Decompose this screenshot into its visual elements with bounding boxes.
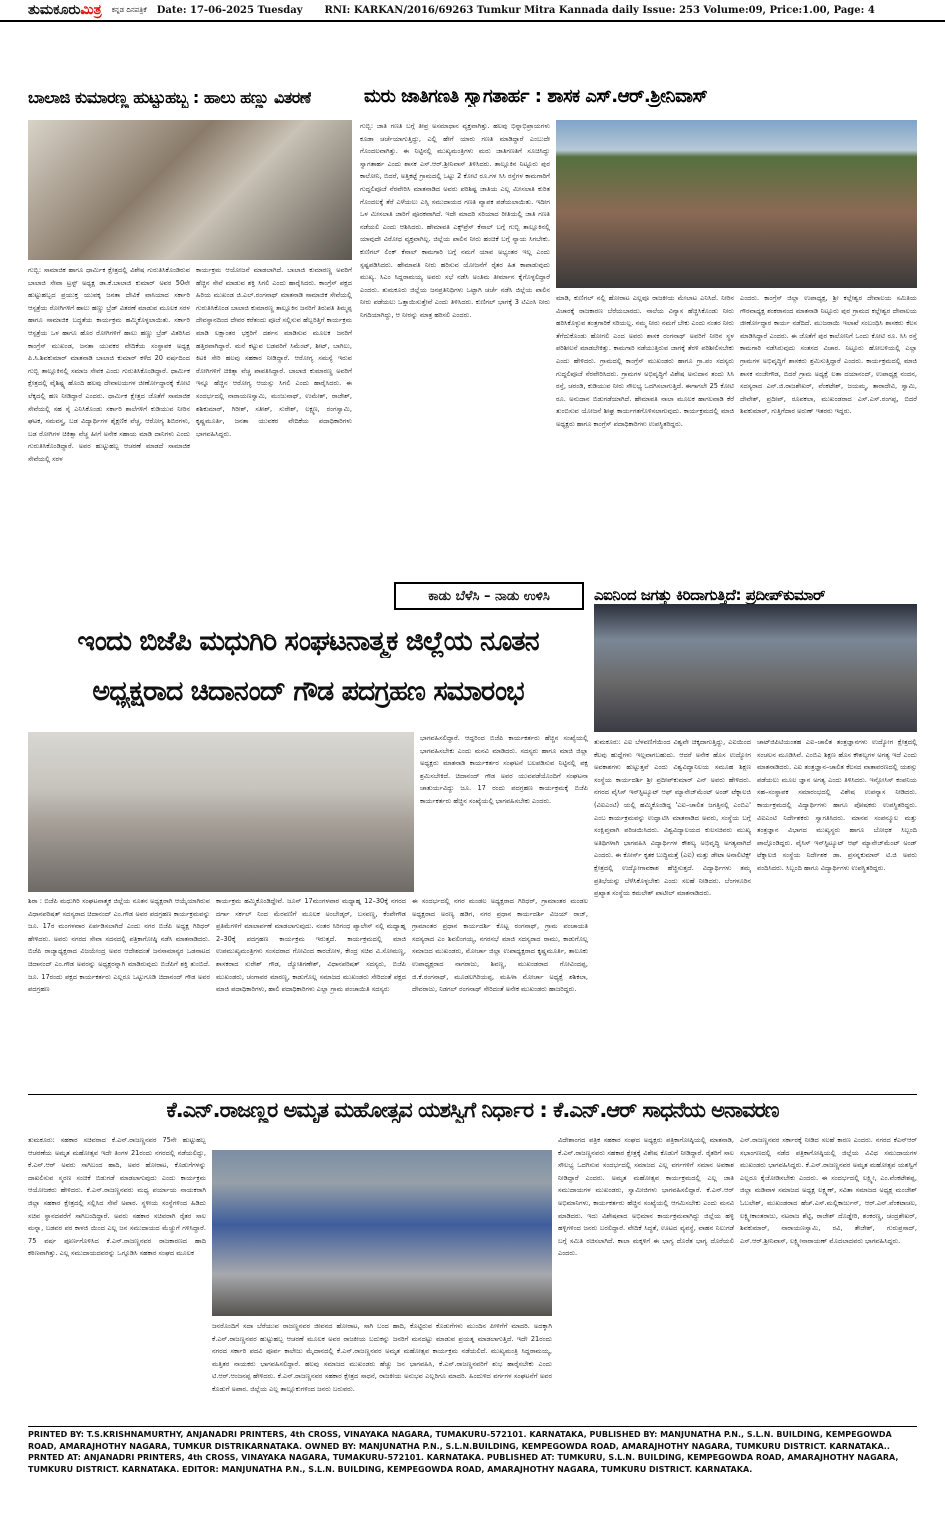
story4-col1: ತುಮಕೂರು: ಎಐ ಬೆಳವಣಿಗೆಯಿಂದ ವಿಶ್ವವೇ ಚಿಕ್ಕದಾಗುತ್ತಿದ್ದು, ಎಐಯಿಂದ ಕೆಲವು ಹುದ್ದೆಗಳು ಇಲ್ಲವಾಗಬಹುದು. ಆದರೆ ಅನೇಕ ಹೊಸ ಉದ್ಯೋಗ ಅವಕಾಶಗಳು ಹುಟ್ಟುತ್ತವೆ ಎಂದು ವಿಶ್ವವಿದ್ಯಾನಿಲಯ ಸಮೂಹ ಶಿಕ್ಷಣ ಸಂಸ್ಥೆಯ ಕಾರ್ಯದರ್ಶಿ ಶ್ರೀ ಪ್ರದೀಪ್‌ಕುಮಾರ್ ಎನ್ ಅವರು ಹೇಳಿದರು. ನಗರದ ವೈಸಿಸ್ ಇನ್‌ಸ್ಟಿಟ್ಯೂಟ್ ಆಫ್ ಮ್ಯಾನೇಜ್‌ಮೆಂಟ್ ಅಂಡ್ ಟೆಕ್ನಾಲಜಿ (ವಿಐಎಂಟಿ) ಯಲ್ಲಿ ಹಮ್ಮಿಕೊಂಡಿದ್ದ 'ಎಐ–ಚಾಲಿತ ಜಗತ್ತಿನಲ್ಲಿ ಎಂಬಿಎ' ಎಂಬ ಕಾರ್ಯಕ್ರಮವನ್ನು ಉದ್ಘಾಟಿಸಿ ಮಾತನಾಡಿದ ಅವರು, ಸಂಸ್ಥೆಯ ಬಗ್ಗೆ ಸಂಕ್ಷಿಪ್ತವಾಗಿ ಪರಿಚಯಿಸಿದರು. ವಿಶ್ವವಿದ್ಯಾಲಯದ ಕುಲಸಚಿವರು ಮುಖ್ಯ ಅತಿಥಿಗಳಾಗಿ ಭಾಗವಹಿಸಿ ವಿದ್ಯಾರ್ಥಿಗಳ ಕೌಶಲ್ಯ ಅಭಿವೃದ್ಧಿ ಅಗತ್ಯವಾಗಿದೆ ಎಂದರು. ಈ ಕೋರ್ಸ್ ಕೃತಕ ಬುದ್ಧಿಮತ್ತೆ (ಎಐ) ಮತ್ತು ಡೇಟಾ ಅನಾಲಿಟಿಕ್ಸ್ ಕ್ಷೇತ್ರದಲ್ಲಿ ಉದ್ಯೋಗಾವಕಾಶ ಹೆಚ್ಚಿಸುತ್ತದೆ. ವಿದ್ಯಾರ್ಥಿಗಳು ತಮ್ಮ ಪ್ರತಿಭೆಯನ್ನು ಬೆಳೆಸಿಕೊಳ್ಳಬೇಕು ಎಂದು ಸಲಹೆ ನೀಡಿದರು. ಬೆಂಗಳೂರಿನ ಪ್ರಖ್ಯಾತ ಸಂಸ್ಥೆಯ ಕಮಲೇಶ್ ಪಾಟೀಲ್ ಮಾತನಾಡಿದರು. [594, 738, 751, 898]
story5-headline: ಕೆ.ಎನ್.ರಾಜಣ್ಣರ ಅಮೃತ ಮಹೋತ್ಸವ ಯಶಸ್ವಿಗೆ ನಿರ್ಧಾರ : ಕೆ.ಎನ್.ಆರ್ ಸಾಧನೆಯ ಅನಾವರಣ [166, 1098, 779, 1122]
story2-headline: ಮರು ಜಾತಿಗಣತಿ ಸ್ವಾಗತಾರ್ಹ : ಶಾಸಕ ಎಸ್.ಆರ್.ಶ್ರೀನಿವಾಸ್ [364, 86, 708, 107]
story2-col-left: ಗುಬ್ಬಿ: ಜಾತಿ ಗಣತಿ ಬಗ್ಗೆ ತೀವ್ರ ಅಸಮಾಧಾನ ವ್ಯಕ್ತವಾಗಿತ್ತು. ಹಲವು ಭಿನ್ನಾಭಿಪ್ರಾಯಗಳು ಕೂಡಾ ಚರ್ಚೆಯಾಗುತ್ತಿದ್ದು, ಎಲ್ಲಿ ಹೇಗೆ ಯಾರು ಗಣತಿ ಮಾಡಿದ್ದಾರೆ ಎಂಬುದೇ ಗೊಂದಲವಾಗಿತ್ತು. ಈ ನಿಟ್ಟಿನಲ್ಲಿ ಮುಖ್ಯಮಂತ್ರಿಗಳು ಮರು ಜಾತಿಗಣತಿಗೆ ಸೂಚಿಸಿದ್ದು ಸ್ವಾಗತಾರ್ಹ ಎಂದು ಶಾಸಕ ಎಸ್.ಆರ್.ಶ್ರೀನಿವಾಸ್ ತಿಳಿಸಿದರು. ತಾಲ್ಲೂಕಿನ ನಿಟ್ಟೂರು ಪುರ ಕಾಲೋನಿ, ಬಿದರೆ, ಅತ್ತಿಕಟ್ಟೆ ಗ್ರಾಮದಲ್ಲಿ ಒಟ್ಟು 2 ಕೋಟಿ ರೂ.ಗಳ ಸಿಸಿ ರಸ್ತೆಗಳ ಕಾಮಗಾರಿಗೆ ಗುದ್ದಲಿಪೂಜೆ ನೆರವೇರಿಸಿ ಮಾತನಾಡಿದ ಅವರು ಪರಿಶಿಷ್ಟ ಜಾತಿಯ ಎಲ್ಲ ಮೀಸಲಾತಿ ಕುರಿತ ಗೊಂದಲಕ್ಕೆ ತೆರೆ ಎಳೆಯಲು ಎಸ್ಸಿ ಸಮುದಾಯದ ಗಣತಿ ವ್ಯಾಪಕ ಪಡೆಯಲಾಯಿತು. ಇದೀಗ ಒಳ ಮೀಸಲಾತಿ ಜಾರಿಗೆ ಪೂರಕವಾಗಿದೆ. ಇದೇ ಮಾದರಿ ಸರಿಯಾದ ರೀತಿಯಲ್ಲಿ ಜಾತಿ ಗಣತಿ ನಡೆಯಲಿ ಎಂದು ಆಶಿಸಿದರು. ಹೇಮಾವತಿ ಎಕ್ಸ್‌ಪ್ರೆಸ್ ಕೆನಾಲ್ ಬಗ್ಗೆ ಗುಬ್ಬಿ ತಾಲ್ಲೂಕಿನಲ್ಲಿ ಯಾವುದೇ ವಿರೋಧ ವ್ಯಕ್ತವಾಗಿಲ್ಲ. ಜಿಲ್ಲೆಯ ಪಾಲಿನ ನೀರು ಹಂಚಿಕೆ ಬಗ್ಗೆ ನ್ಯಾಯ ಸಿಗಬೇಕು. ಕುಣಿಗಲ್ ಲಿಂಕ್ ಕೆನಾಲ್ ಕಾಮಗಾರಿ ಬಗ್ಗೆ ನಮಗೆ ಯಾವ ಅಭ್ಯಂತರ ಇಲ್ಲ ಎಂದು ಸ್ಪಷ್ಟಪಡಿಸಿದರು. ಹೇಮಾವತಿ ನೀರು ಹರಿಸುವ ಯೋಜನೆಗೆ ರೈತರ ಹಿತ ಕಾಪಾಡುವುದು ಮುಖ್ಯ. ಸಿಎಂ ಸಿದ್ದರಾಮಯ್ಯ ಅವರು ಸಭೆ ನಡೆಸಿ ಅಂತಿಮ ತೀರ್ಮಾನ ಕೈಗೊಳ್ಳಲಿದ್ದಾರೆ ಎಂದರು. ತುಮಕೂರು ಜಿಲ್ಲೆಯ ಜನಪ್ರತಿನಿಧಿಗಳು ಒಟ್ಟಾಗಿ ಚರ್ಚೆ ನಡೆಸಿ ಜಿಲ್ಲೆಯ ಪಾಲಿನ ನೀರು ಪಡೆಯಲು ಒತ್ತಾಯಿಸುತ್ತೇವೆ ಎಂದು ತಿಳಿಸಿದರು. ಕುಣಿಗಲ್ ಭಾಗಕ್ಕೆ 3 ಟಿಎಂಸಿ ನೀರು ನಿಗದಿಯಾಗಿದ್ದು, ಆ ನೀರನ್ನು ಮಾತ್ರ ಹರಿಸಲಿ ಎಂದರು. [360, 122, 550, 319]
slogan-text: ಕಾಡು ಬೆಳೆಸಿ – ನಾಡು ಉಳಿಸಿ [428, 588, 550, 604]
story3-col3: ಈ ಸಂದರ್ಭದಲ್ಲಿ ನಗರ ಮಂಡಲ ಅಧ್ಯಕ್ಷರಾದ ಗಿರಿಧರ್, ಗ್ರಾಮಾಂತರ ಮಂಡಲ ಅಧ್ಯಕ್ಷರಾದ ಅರಣ್ಯ ಹಡಿಗ, ನಗರ ಪ್ರಧಾನ ಕಾರ್ಯದರ್ಶಿ ವಿಜಯ್ ರಾಜ್, ಗ್ರಾಮಾಂತರ ಪ್ರಧಾನ ಕಾರ್ಯದರ್ಶಿ ಕೊಟ್ಟ ರಂಗನಾಥ್, ಗ್ರಾಮ ಪಂಚಾಯತಿ ಸದಸ್ಯರಾದ ಎಂ ಶಿವಲಿಂಗಯ್ಯ, ನಗರಸಭೆ ಮಾಜಿ ಸದಸ್ಯರಾದ ರಾಮು, ಕಾಡುಗೊಲ್ಲ ಸಮಾಜದ ಮುಖಂಡರು, ಮೋರ್ಚಾ ಜಿಲ್ಲಾ ಉಪಾಧ್ಯಕ್ಷರಾದ ಕೃಷ್ಣಮೂರ್ತಿ, ತಾಲೂಕು ಉಪಾಧ್ಯಕ್ಷರಾದ ನಾಗರಾಜು, ಶಿವಣ್ಣ, ಮುಖಂಡರಾದ ಗೋವಿಂದಪ್ಪ, ಜಿ.ಕೆ.ರಂಗನಾಥ್, ಮೂಡಲಗಿರಿಯಪ್ಪ, ಮಹಿಳಾ ಮೋರ್ಚಾ ಅಧ್ಯಕ್ಷೆ ಶಶಿಕಲಾ, ದೇವರಾಜು, ನಿಡಗಲ್ ರಂಗನಾಥ್ ಸೇರಿದಂತೆ ಅನೇಕ ಮುಖಂಡರು ಹಾಜರಿದ್ದರು. [412, 897, 588, 994]
story1-col1: ಗುಬ್ಬಿ: ಸಾಮಾಜಿಕ ಹಾಗೂ ಧಾರ್ಮಿಕ ಕ್ಷೇತ್ರದಲ್ಲಿ ವಿಶೇಷ ಗುರುತಿಸಿಕೊಂಡಿರುವ ಬಾಲಾಜಿ ಸೇವಾ ಟ್ರಸ್ಟ್ ಅಧ್ಯಕ್ಷ ಡಾ.ಕೆ.ಬಾಲಾಜಿ ಕುಮಾರ್ ಅವರ 50ನೇ ಹುಟ್ಟುಹಬ್ಬದ ಪ್ರಯುಕ್ತ ಯುವಕ್ಕ ಜನತಾ ದೇವಿಕೆ ವಾಸಿಯಾದ ಸರ್ಕಾರಿ ಆಸ್ಪತ್ರೆಯ ರೋಗಿಗಳಿಗೆ ಹಾಲು ಹಣ್ಣು ಬ್ರೆಡ್ ವಿತರಣೆ ಮಾಡುವ ಮೂಲಕ ಸರಳ ಹಾಗೂ ಸಾಮಾಜಿಕ ಬದ್ಧತೆಯ ಕಾರ್ಯಕ್ರಮ ಹಮ್ಮಿಕೊಳ್ಳಲಾಯಿತು. ಸರ್ಕಾರಿ ಆಸ್ಪತ್ರೆಯ ಒಳ ಹಾಗೂ ಹೊರ ರೋಗಿಗಳಿಗೆ ಹಾಲು ಹಣ್ಣು ಬ್ರೆಡ್ ವಿತರಿಸಿದ ಕಾಂಗ್ರೆಸ್ ಮುಖಂಡ, ಜನತಾ ಯುವಕರ ವೇದಿಕೆಯ ಸಂಸ್ಥಾಪಕ ಅಧ್ಯಕ್ಷ ಪಿ.ಸಿ.ಶಿವಕುಮಾರ್ ಮಾತನಾಡಿ ಬಾಲಾಜಿ ಕುಮಾರ್ ಕಳೆದ 20 ವರ್ಷದಿಂದ ಗುಬ್ಬಿ ತಾಲ್ಲೂಕಿನಲ್ಲಿ ಸಮಾಜ ಸೇವಕ ಎಂದು ಗುರುತಿಸಿಕೊಂಡಿದ್ದಾರೆ. ಧಾರ್ಮಿಕ ಕ್ಷೇತ್ರದಲ್ಲಿ ವೈಶಿಷ್ಟ್ಯ ಹೊಂದಿ ಹಲವು ದೇವಾಲಯಗಳ ಜೀರ್ಣೋದ್ಧಾರಕ್ಕೆ ಕೋಟಿ ಲೆಕ್ಕದಲ್ಲಿ ಹಣ ನೀಡಿದ್ದಾರೆ ಎಂದರು. ಧಾರ್ಮಿಕ ಕ್ಷೇತ್ರದ ಜೊತೆಗೆ ಸಾಮಾಜಿಕ ಸೇವೆಯಲ್ಲಿ ಸಹ ಸೈ ಎನಿಸಿಕೊಂಡು ಸರ್ಕಾರಿ ಶಾಲೆಗಳಿಗೆ ಕುಡಿಯುವ ನೀರಿನ ಘಟಕ, ಸಮವಸ್ತ್ರ, ಬಡ ವಿದ್ಯಾರ್ಥಿಗಳ ಶೈಕ್ಷಣಿಕ ವೆಚ್ಚ, ಆರೋಗ್ಯ ಶಿಬಿರಗಳು, ಬಡ ರೋಗಿಗಳ ಚಿಕಿತ್ಸಾ ವೆಚ್ಚ ಹೀಗೆ ಅನೇಕ ಸಹಾಯ ಮಾಡಿ ದಾನಿಗಳು ಎಂದು ಗುರುತಿಸಿಕೊಂಡಿದ್ದಾರೆ. ಅವರ ಹುಟ್ಟುಹಬ್ಬ ಆಚರಣೆ ಮಾಡದೆ ಸಾಮಾಜಿಕ ಸೇವೆಯಲ್ಲಿ ಸರಳ [28, 266, 190, 463]
issue-date: Date: 17-06-2025 Tuesday [156, 4, 303, 16]
story2-photo [556, 120, 917, 288]
slogan-box [394, 582, 584, 610]
logo-text: ತುಮಕೂರು [28, 2, 81, 18]
story3-caption: ಶಿರಾ : ಬಿಜೆಪಿ ಮಧುಗಿರಿ ಸಂಘಟನಾತ್ಮಕ ಜಿಲ್ಲೆಯ ನೂತನ ಅಧ್ಯಕ್ಷರಾಗಿ ಆಯ್ಕೆಯಾಗಿರುವ ವಿಧಾನಪರಿಷತ್ ಸದಸ್ಯರಾದ ಚಿದಾನಂದ್ ಎಂ.ಗೌಡ ಅವರ ಪದಗ್ರಹಣ ಕಾರ್ಯಕ್ರಮವನ್ನು ಜೂ. 17ರ ಮಂಗಳವಾರ ಏರ್ಪಡಿಸಲಾಗಿದೆ ಎಂದು ನಗರ ಬಿಜೆಪಿ ಅಧ್ಯಕ್ಷ ಗಿರಿಧರ್ ಹೇಳಿದರು. ಅವರು ನಗರದ ಸೇವಾ ಸದನದಲ್ಲಿ ಪತ್ರಿಕಾಗೋಷ್ಠಿ ನಡೆಸಿ ಮಾತನಾಡಿದರು. ಬಿಜೆಪಿ ರಾಜ್ಯಾಧ್ಯಕ್ಷರಾದ ವಿಜಯೇಂದ್ರ ಅವರ ಆದೇಶದಂತೆ ಜನಸಾಮಾನ್ಯರ ಒಡನಾಟದ ಚಿದಾನಂದ್ ಎಂ.ಗೌಡ ಅವರನ್ನು ಅಧ್ಯಕ್ಷರನ್ನಾಗಿ ಮಾಡಿರುವುದು ಬಿಜೆಪಿಗೆ ಶಕ್ತಿ ತುಂಬಿದೆ. ಜೂ. 17ರಂದು ಪಕ್ಷದ ಕಾರ್ಯಕರ್ತರು ಎಲ್ಲರೂ ಒಟ್ಟುಗೂಡಿ ಚಿದಾನಂದ್ ಗೌಡ ಅವರ ಪದಗ್ರಹಣ [28, 897, 210, 994]
logo-subtitle: ಕನ್ನಡ ದಿನಪತ್ರಿಕೆ [111, 5, 147, 14]
story3-photo [28, 732, 414, 892]
masthead [0, 0, 945, 22]
footer-rule [28, 1426, 917, 1427]
story1-headline: ಬಾಲಾಜಿ ಕುಮಾರಣ್ಣ ಹುಟ್ಟುಹಬ್ಬ : ಹಾಲು ಹಣ್ಣು ವಿತರಣೆ [28, 88, 311, 107]
issue-info: RNI: KARKAN/2016/69263 Tumkur Mitra Kannada daily Issue: 253 Volume:09, Price:1.00, Page: 4 [324, 4, 875, 16]
story2-col-right: ಎಂದರು. ಕಾಂಗ್ರೆಸ್ ಜಿಲ್ಲಾ ಉಪಾಧ್ಯಕ್ಷ, ಶ್ರೀ ಕಲ್ಲೇಶ್ವರ ದೇವಾಲಯ ಸಮಿತಿಯ ಗೌರವಾಧ್ಯಕ್ಷ ಶಂಕರಾನಂದ ಮಾತನಾಡಿ ನಿಟ್ಟೂರು ಪುರ ಗ್ರಾಮದ ಕಲ್ಲೇಶ್ವರ ದೇವಾಲಯ ಜೀರ್ಣೋದ್ಧಾರ ಕಾರ್ಯ ನಡೆದಿದೆ. ಮುಜರಾಯಿ ಇಲಾಖೆ ಸಂಬಂಧಿಸಿ ಶಾಸಕರು ಕೆಲಸ ಮಾಡಿಸಿದ್ದಾರೆ ಎಂದರು. ಈ ಜೊತೆಗೆ ಪುರ ಕಾಲೋನಿಗೆ ಒಂದು ಕೋಟಿ ರೂ. ಸಿಸಿ ರಸ್ತೆ ಕಾಮಗಾರಿ ನಡೆಸಿರುವುದು ಸಂತಸದ ವಿಚಾರ. ನಿಟ್ಟೂರು ಹೋಬಳಿಯಲ್ಲಿ ಎಲ್ಲಾ ಗ್ರಾಮಗಳ ಅಭಿವೃದ್ಧಿಗೆ ಶಾಸಕರು ಶ್ರಮಿಸುತ್ತಿದ್ದಾರೆ ಎಂದರು. ಕಾರ್ಯಕ್ರಮದಲ್ಲಿ ಮಾಜಿ ಶಾಸಕ ನಂಜೇಗೌಡ, ಬಿದರೆ ಗ್ರಾಮ ಅಧ್ಯಕ್ಷೆ ಲತಾ ದಯಾನಂದ್, ಉಪಾಧ್ಯಕ್ಷ ನಂದನ, ಸದಸ್ಯರಾದ ಎನ್.ಜಿ.ರಾಜಶೇಖರ್, ವೆಂಕಟೇಶ್, ಜಯಮ್ಮ, ತಾರಾದೇವಿ, ಸ್ವಾಮಿ, ದೇವೇಶ್, ಪ್ರದೀಪ್, ರೂಪಕಲಾ, ಮುಖಂಡರಾದ ಎಸ್.ಎಸ್.ರಂಗಪ್ಪ, ಬಿದರೆ ಶಿವಕುಮಾರ್, ಗುತ್ತಿಗೆದಾರ ಅರುಣ್ ಇತರರು ಇದ್ದರು. [740, 294, 917, 416]
story3-col2: ಕಾರ್ಯಕ್ರಮ ಹಮ್ಮಿಕೊಂಡಿದ್ದೇವೆ. ಜೂನ್ 17ಮಂಗಳವಾರ ಮಧ್ಯಾಹ್ನ 12–30ಕ್ಕೆ ನಗರದ ದರ್ಗಾ ಸರ್ಕಲ್ ನಿಂದ ಮೆರವಣಿಗೆ ಮೂಲಕ ಅಂಬೇಡ್ಕರ್, ಬಸವಣ್ಣ, ಕೆಂಪೇಗೌಡ ಪ್ರತಿಮೆಗಳಿಗೆ ಮಾಲಾರ್ಪಣೆ ಮಾಡಲಾಗುವುದು. ನಂತರ ಸಿರಿಗಂಧ ಪ್ಯಾಲೇಸ್ ನಲ್ಲಿ ಮಧ್ಯಾಹ್ನ 2–30ಕ್ಕೆ ಪದಗ್ರಹಣ ಕಾರ್ಯಕ್ರಮ ಇರುತ್ತದೆ. ಕಾರ್ಯಕ್ರಮದಲ್ಲಿ ಮಾಜಿ ಉಪಮುಖ್ಯಮಂತ್ರಿಗಳು ಸಂಸದರಾದ ಗೋವಿಂದ ಕಾರಜೋಳ, ಕೇಂದ್ರ ಸಚಿವ ವಿ.ಸೋಮಣ್ಣ, ಶಾಸಕರಾದ ಸುರೇಶ್ ಗೌಡ, ಜ್ಯೋತಿಗಣೇಶ್, ವಿಧಾನಪರಿಷತ್ ಸದಸ್ಯರು, ಬಿಜೆಪಿ ಮುಖಂಡರು, ಚಂಗಾವರ ಮಾರಣ್ಣ, ಕಾಡುಗೊಲ್ಲ ಸಮಾಜದ ಮುಖಂಡರು ಸೇರಿದಂತೆ ಪಕ್ಷದ ಮಾಜಿ ಪದಾಧಿಕಾರಿಗಳು, ಹಾಲಿ ಪದಾಧಿಕಾರಿಗಳು ಎಲ್ಲಾ ಗ್ರಾಮ ಪಂಚಾಯಿತಿ ಸದಸ್ಯರು [216, 897, 406, 994]
footer-imprint: PRINTED BY: T.S.KRISHNAMURTHY, ANJANADRI PRINTERS, 4th CROSS, VINAYAKA NAGARA, TUMAKURU-572101. KARNATAKA, PUBLISHED BY: MANJUNATHA P.N., S.L.N. BUILDING, KEMPEGOWDA ROAD, AMARAJHOTHY NAGARA, TUMKUR DISTRIKARNATAKA. OWNED BY: MANJUNATHA P.N., S.L.N.BUILDING, KEMPEGOWDA ROAD, AMARAJHOTHY NAGARA, TUMKURU DISTRICT. KARNATAKA.. PRNTED AT: ANJANADRI PRINTERS, 4th CROSS, VINAYAKA NAGARA, TUMAKURU-572101. KARNATAKA. PUBLISHED AT: TUMKURU, S.L.N. BUILDING, KEMPEGOWDA ROAD, AMARAJHOTHY NAGARA, TUMKURU DISTRICT. KARNATAKA. EDITOR: MANJUNATHA P.N., S.L.N. BUILDING, KEMPEGOWDA ROAD, AMARAJHOTHY NAGARA, TUMKURU DISTRICT. KARNATAKA. [28, 1430, 899, 1474]
story3-headline-line2: ಅಧ್ಯಕ್ಷರಾದ ಚಿದಾನಂದ್ ಗೌಡ ಪದಗ್ರಹಣ ಸಮಾರಂಭ [92, 676, 524, 707]
story5-col1: ತುಮಕೂರು: ಸಹಕಾರ ಸಚಿವರಾದ ಕೆ.ಎನ್.ರಾಜಣ್ಣನವರ 75ನೇ ಹುಟ್ಟುಹಬ್ಬ ಆಚರಣೆಯ ಅಮೃತ ಮಹೋತ್ಸವ ಇದೇ ತಿಂಗಳ 21ರಂದು ನಗರದಲ್ಲಿ ನಡೆಯಲಿದ್ದು, ಕೆ.ಎನ್.ಆರ್ ಅವರು ಸಾಗಿಬಂದ ಹಾದಿ, ಅವರ ಹೋರಾಟ, ಕೊಡುಗೆಗಳನ್ನು ದಾಖಲಿಸುವ ಸ್ಮರಣ ಸಂಚಿಕೆ ಬಿಡುಗಡೆ ಮಾಡಲಾಗುವುದು ಎಂದು ಕಾರ್ಯಕ್ರಮ ಆಯೋಜಕರು ಹೇಳಿದರು. ಕೆ.ಎನ್.ರಾಜಣ್ಣನವರು ಮಧ್ಯ ಪರ್ಯಾಯ ನಾಯಕರಾಗಿ ಜಿಲ್ಲಾ ಸಹಕಾರ ಕ್ಷೇತ್ರದಲ್ಲಿ ಸಲ್ಲಿಸಿದ ಸೇವೆ ಅಪಾರ. ಸ್ಥಳೀಯ ಸಂಸ್ಥೆಗಳಿಂದ ಹಿಡಿದು ಸಚಿವ ಸ್ಥಾನದವರೆಗೆ ಸಾಗಿಬಂದಿದ್ದಾರೆ. ಅವರು ಸಹಕಾರ ಸಚಿವರಾಗಿ ರೈತರ ಸಾಲ ಮನ್ನಾ, ಬಡವರ ಪರ ಕಾಳಜಿ ಯಿಂದ ಎಲ್ಲ ಜನ ಸಮುದಾಯದ ಮೆಚ್ಚುಗೆ ಗಳಿಸಿದ್ದಾರೆ. 75 ವರ್ಷ ಪೂರ್ಣಗೊಳಿಸಿದ ಕೆ.ಎನ್.ರಾಜಣ್ಣನವರ ರಾಜಕಾರಣದ ಹಾದಿ ಕಠಿಣವಾಗಿತ್ತು. ಎಲ್ಲ ಸಮುದಾಯದವರನ್ನು ಒಗ್ಗೂಡಿಸಿ ಸಹಕಾರ ಸಂಘದ ಮೂಲಕ [28, 1136, 206, 1258]
story4-photo [594, 604, 917, 732]
story3-right-top: ಭಾಗವಹಿಸಲಿದ್ದಾರೆ. ಆದ್ದರಿಂದ ಬಿಜೆಪಿ ಕಾರ್ಯಕರ್ತರು ಹೆಚ್ಚಿನ ಸಂಖ್ಯೆಯಲ್ಲಿ ಭಾಗವಹಿಸಬೇಕು ಎಂದು ಮನವಿ ಮಾಡಿದರು. ಸದಸ್ಯರು ಹಾಗೂ ಮಾಜಿ ಜಿಲ್ಲಾ ಅಧ್ಯಕ್ಷರು ಮಾತನಾಡಿ ಕಾರ್ಯಕರ್ತರ ಸಂಘಟನೆ ಬಲಪಡಿಸುವ ನಿಟ್ಟಿನಲ್ಲಿ ಪಕ್ಷ ಶ್ರಮಿಸಬೇಕಿದೆ. ಚಿದಾನಂದ್ ಗೌಡ ಅವರ ಯುವಪಡೆಯೊಂದಿಗೆ ಸಂಘಟನಾ ಚಾತುರ್ಯವಿದ್ದು ಜೂ. 17 ರಂದು ಪದಗ್ರಹಣ ಕಾರ್ಯಕ್ರಮಕ್ಕೆ ಬಿಜೆಪಿ ಕಾರ್ಯಕರ್ತರು ಹೆಚ್ಚಿನ ಸಂಖ್ಯೆಯಲ್ಲಿ ಭಾಗವಹಿಸಬೇಕು ಎಂದರು. [420, 734, 588, 805]
story5-col2: ಜನರೊಂದಿಗೆ ಸದಾ ಬೆರೆಯುವ ರಾಜಣ್ಣನವರ ಜೀವನದ ಹೋರಾಟ, ಸಾಗಿ ಬಂದ ಹಾದಿ, ಕೊಟ್ಟಿರುವ ಕೊಡುಗೆಗಳು ಮುಂದಿನ ಪೀಳಿಗೆಗೆ ಮಾದರಿ. ಅದಕ್ಕಾಗಿ ಕೆ.ಎನ್.ರಾಜಣ್ಣನವರ ಹುಟ್ಟುಹಬ್ಬ ಆಚರಣೆ ಮೂಲಕ ಅವರ ರಾಜಕೀಯ ಬದುಕನ್ನು ಜನರಿಗೆ ಮನದಟ್ಟು ಮಾಡುವ ಪ್ರಯತ್ನ ಮಾಡಲಾಗುತ್ತಿದೆ. ಇದೇ 21ರಂದು ನಗರದ ಸರ್ಕಾರಿ ಪದವಿ ಪೂರ್ವ ಕಾಲೇಜು ಮೈದಾನದಲ್ಲಿ ಕೆ.ಎನ್.ರಾಜಣ್ಣನವರ ಅಮೃತ ಮಹೋತ್ಸವ ಕಾರ್ಯಕ್ರಮ ನಡೆಯಲಿದೆ. ಮುಖ್ಯಮಂತ್ರಿ ಸಿದ್ದರಾಮಯ್ಯ, ಮತ್ತಿತರ ನಾಯಕರು ಭಾಗವಹಿಸಲಿದ್ದಾರೆ. ಹಲವು ಸಮಾಜದ ಮುಖಂಡರು ಹೆಚ್ಚು ಜನ ಭಾಗವಹಿಸಿ, ಕೆ.ಎನ್.ರಾಜಣ್ಣನವರಿಗೆ ಶುಭ ಹಾರೈಸಬೇಕು ಎಂದು ಟಿ.ಆರ್.ಆಂಜನಪ್ಪ ಹೇಳಿದರು. ಕೆ.ಎನ್.ರಾಜಣ್ಣನವರ ಸಹಕಾರ ಕ್ಷೇತ್ರದ ಸಾಧನೆ, ರಾಜಕೀಯ ಅನುಭವ ಎಲ್ಲರಿಗೂ ಮಾದರಿ. ಹಿಂದುಳಿದ ವರ್ಗಗಳ ಸಂಘಟನೆಗೆ ಅವರ ಕೊಡುಗೆ ಅಪಾರ. ಜಿಲ್ಲೆಯ ಎಲ್ಲ ತಾಲ್ಲೂಕುಗಳಿಂದ ಜನರು ಬರುವರು. [212, 1322, 552, 1393]
story4-col2: ಚಾಟ್‌ಜಿಪಿಟಿಯಂತಹ ಎಐ–ಚಾಲಿತ ತಂತ್ರಜ್ಞಾನಗಳು ಉದ್ಯೋಗ ಕ್ಷೇತ್ರದಲ್ಲಿ ಸಂಚಲನ ಮೂಡಿಸಿವೆ. ಎಂಬಿಎ ಶಿಕ್ಷಣ ಹೊಸ ಕೌಶಲ್ಯಗಳ ಅಗತ್ಯ ಇದೆ ಎಂದು ಮಾತನಾಡಿದರು. ಎಐ ತಂತ್ರಜ್ಞಾನ–ಚಾಲಿತ ಕೆಲಸದ ವಾತಾವರಣದಲ್ಲಿ ಯಶಸ್ಸು ಪಡೆಯಲು ಮೂಲ ಜ್ಞಾನ ಅಗತ್ಯ ಎಂದು ತಿಳಿಸಿದರು. ಇನ್ಫೋಸಿಸ್ ಕಂಪನಿಯ ಸಹ–ಸಂಸ್ಥಾಪಕ ಸಮಾರಂಭದಲ್ಲಿ ವಿಶೇಷ ಉಪನ್ಯಾಸ ನೀಡಿದರು. ಕಾರ್ಯಕ್ರಮದಲ್ಲಿ ವಿದ್ಯಾರ್ಥಿಗಳು ಹಾಗೂ ಪೋಷಕರು ಉಪಸ್ಥಿತರಿದ್ದರು. ವಿಐಎಂಟಿ ನಿರ್ದೇಶಕರು ಸ್ವಾಗತಿಸಿದರು. ಮಾನವ ಸಂಪನ್ಮೂಲ ಮತ್ತು ತಂತ್ರಜ್ಞಾನ ವಿಭಾಗದ ಮುಖ್ಯಸ್ಥರು ಹಾಗೂ ಬೋಧಕ ಸಿಬ್ಬಂದಿ ಪಾಲ್ಗೊಂಡಿದ್ದರು. ವೈಸಿಸ್ ಇನ್‌ಸ್ಟಿಟ್ಯೂಟ್ ಆಫ್ ಮ್ಯಾನೇಜ್‌ಮೆಂಟ್ ಅಂಡ್ ಟೆಕ್ನಾಲಜಿ ಸಂಸ್ಥೆಯ ನಿರ್ದೇಶಕ ಡಾ. ಪ್ರಸನ್ನಕುಮಾರ್ ಟಿ.ಜಿ ಅವರು ವಂದಿಸಿದರು. ಸಿಬ್ಬಂದಿ ಹಾಗೂ ವಿದ್ಯಾರ್ಥಿಗಳು ಉಪಸ್ಥಿತರಿದ್ದರು. [757, 738, 917, 872]
story5-col4: ಎನ್.ರಾಜಣ್ಣನವರ ಸರ್ಕಾರಕ್ಕೆ ನೀಡಿದ ಸಲಹೆ ಕಾರಣ ಎಂದರು. ನಗರದ ಕೆಎನ್ಆರ್ ಸಭಾಂಗಣದಲ್ಲಿ ನಡೆದ ಪತ್ರಿಕಾಗೋಷ್ಠಿಯಲ್ಲಿ ಜಿಲ್ಲೆಯ ವಿವಿಧ ಸಮುದಾಯಗಳ ಮುಖಂಡರು ಭಾಗವಹಿಸಿದ್ದರು. ಕೆ.ಎನ್.ರಾಜಣ್ಣನವರ ಅಮೃತ ಮಹೋತ್ಸವ ಯಶಸ್ವಿಗೆ ಎಲ್ಲರೂ ಕೈಜೋಡಿಸಬೇಕು ಎಂದರು. ಈ ಸಂದರ್ಭದಲ್ಲಿ ಲಕ್ಷ್ಮೀ, ಎಂ.ವೆಂಕಟೇಶಪ್ಪ, ಜಿಲ್ಲಾ ಮಡಿವಾಳ ಸಮಾಜದ ಅಧ್ಯಕ್ಷ ಲಕ್ಷ್ಮಣ್, ಸವಿತಾ ಸಮಾಜದ ಅಧ್ಯಕ್ಷ ಮಂಜೇಶ್ ಓಬಲೇಶ್, ಮುಖಂಡರಾದ ಹೆಚ್.ಎಸ್.ಮಲ್ಲಿಕಾರ್ಜುನ್, ಆರ್.ಎನ್.ವೆಂಕಟಾಚಲ, ಲಕ್ಷ್ಮೀಕಾಂತರಾಜು, ನಟರಾಜ ಶೆಟ್ಟಿ, ರಾಜೇಶ್ ದೊಡ್ಡೇರಿ, ಶಂಕರಣ್ಣ, ಚಂದ್ರಶೇಖರ್, ಶಿವಕುಮಾರ್, ನಾರಾಯಣಸ್ವಾಮಿ, ರವಿ, ತೇಜೇಶ್, ಗುರುಪ್ರಸಾದ್, ಎಸ್.ಆರ್.ಶ್ರೀನಿವಾಸ್, ಲಕ್ಷ್ಮೀನಾರಾಯಣ್ ಮೊದಲಾದವರು ಭಾಗವಹಿಸಿದ್ದರು. [740, 1136, 917, 1245]
newspaper-logo [28, 2, 102, 18]
logo-text-red: ಮಿತ್ರ [80, 2, 102, 18]
story4-headline: ಎಐನಿಂದ ಜಗತ್ತು ಕಿರಿದಾಗುತ್ತಿದೆ: ಪ್ರದೀಪ್‌ಕುಮಾರ್ [594, 586, 826, 604]
story2-col-mid: ಮಾಡಿ, ಕುಣಿಗಲ್ ನಲ್ಲಿ ಹೋರಾಟ ಎಲ್ಲವೂ ರಾಜಕೀಯ ಮೇಲಾಟ ಎನಿಸಿದೆ. ನೀರಿನ ವಿಚಾರಕ್ಕೆ ರಾಜಕಾರಣ ಬೆರೆಯಬಾರದು. ನಾಲೆಯ ವಿನ್ಯಾಸ ಹೆಚ್ಚಿಸಿಕೊಂಡು ನೀರು ಹರಿಸಿಕೊಳ್ಳುವ ತಂತ್ರಗಾರಿಕೆ ಸರಿಯಲ್ಲ. ನಮ್ಮ ನೀರು ನಮಗೆ ಬೇಕು ಎಂದು ನಂತರ ನೀರು ತೆಗೆದುಕೊಂಡು ಹೋಗಲಿ ಎಂದ ಅವರು ಶಾಸಕ ರಂಗನಾಥ್ ಅವರಿಗೆ ನೀರಿನ ಸ್ಥಳ ಪರಿಶೀಲನೆ ಮಾಡಬೇಕಿತ್ತು. ಕಾಮಗಾರಿ ನಡೆಯುತ್ತಿರುವ ಜಾಗಕ್ಕೆ ತೆರಳಿ ಪರಿಶೀಲಿಸಬೇಕು ಎಂದು ಹೇಳಿದರು. ಗ್ರಾಮದಲ್ಲಿ ಕಾಂಗ್ರೆಸ್ ಮುಖಂಡರು ಹಾಗೂ ಗ್ರಾ.ಪಂ ಸದಸ್ಯರು ಗುದ್ದಲಿಪೂಜೆ ನೆರವೇರಿಸಿದರು. ಗ್ರಾಮಗಳ ಅಭಿವೃದ್ಧಿಗೆ ವಿಶೇಷ ಅನುದಾನ ತಂದು ಸಿಸಿ ರಸ್ತೆ, ಚರಂಡಿ, ಕುಡಿಯುವ ನೀರು ಸೌಲಭ್ಯ ಒದಗಿಸಲಾಗುತ್ತಿದೆ. ಈಗಾಗಲೇ 25 ಕೋಟಿ ರೂ. ಅನುದಾನ ಬಿಡುಗಡೆಯಾಗಿದೆ. ಹೇಮಾವತಿ ನಾಲಾ ಮೂಲಕ ಹಾಗಲವಾಡಿ ಕೆರೆ ತುಂಬಿಸುವ ಯೋಜನೆ ಶೀಘ್ರ ಕಾರ್ಯಗತಗೊಳಿಸಲಾಗುವುದು. ಕಾರ್ಯಕ್ರಮದಲ್ಲಿ ಮಾಜಿ ಅಧ್ಯಕ್ಷರು ಹಾಗೂ ಕಾಂಗ್ರೆಸ್ ಪದಾಧಿಕಾರಿಗಳು ಉಪಸ್ಥಿತರಿದ್ದರು. [556, 294, 734, 428]
story5-photo [212, 1150, 552, 1316]
story3-headline-line1: ಇಂದು ಬಿಜೆಪಿ ಮಧುಗಿರಿ ಸಂಘಟನಾತ್ಮಕ ಜಿಲ್ಲೆಯ ನೂತನ [77, 626, 539, 657]
story1-photo [28, 120, 352, 260]
story1-col2: ಕಾರ್ಯಕ್ರಮ ಆಯೋಜನೆ ಮಾಡಲಾಗಿದೆ. ಬಾಲಾಜಿ ಕುಮಾರಣ್ಣ ಅವರಿಗೆ ಹೆಚ್ಚಿನ ಸೇವೆ ಮಾಡುವ ಶಕ್ತಿ ಸಿಗಲಿ ಎಂದು ಹಾರೈಸಿದರು. ಕಾಂಗ್ರೆಸ್ ಪಕ್ಷದ ಹಿರಿಯ ಮುಖಂಡ ಜಿ.ಎಲ್.ರಂಗನಾಥ್ ಮಾತನಾಡಿ ಸಾಮಾಜಿಕ ಸೇವೆಯಲ್ಲಿ ಗುರುತಿಸಿಕೊಂಡ ಬಾಲಾಜಿ ಕುಮಾರಣ್ಣ ತಾಲ್ಲೂಕಿನ ಜನರಿಗೆ ತಿರುಪತಿ ತಿಮ್ಮಪ್ಪ ದೇವಸ್ಥಾನದಿಂದ ದೇವರ ಕರೆತಂದು ಪೂಜೆ ಸಲ್ಲಿಸುವ ಹೆಬ್ಬರಿತ್ತಿಗೆ ಕಾರ್ಯಕ್ರಮ ಮಾಡಿ ಲಕ್ಷಾಂತರ ಭಕ್ತರಿಗೆ ದರ್ಶನ ಮಾಡಿಸುವ ಮೂಲಕ ಜನರಿಗೆ ಹತ್ತಿರವಾಗಿದ್ದಾರೆ. ಮನೆ ಕಟ್ಟುವ ಬಡವರಿಗೆ ಸಿಮೆಂಟ್, ಶೀಟ್, ಬಾಗಿಲು, ಕಿಟಕಿ ಸೇರಿ ಹಲವು ಸಹಕಾರ ನೀಡಿದ್ದಾರೆ. ಆರೋಗ್ಯ ಸಮಸ್ಯೆ ಇರುವ ರೋಗಿಗಳಿಗೆ ಚಿಕಿತ್ಸಾ ವೆಚ್ಚ ಪಾವತಿಸಿದ್ದಾರೆ. ಬಾಲಾಜಿ ಕುಮಾರಣ್ಣ ಅವರಿಗೆ ಇನ್ನೂ ಹೆಚ್ಚಿನ ಆರೋಗ್ಯ ಆಯಸ್ಸು ಸಿಗಲಿ ಎಂದು ಹಾರೈಸಿದರು. ಈ ಸಂದರ್ಭದಲ್ಲಿ ನಾರಾಯಣಸ್ವಾಮಿ, ಮಂಜುನಾಥ್, ಉಮೇಶ್, ರಾಜೇಶ್, ಶಶಿಕುಮಾರ್, ಗಿರೀಶ್, ಸತೀಶ್, ಸುರೇಶ್, ಲಕ್ಷ್ಮಣ, ರಂಗಸ್ವಾಮಿ, ಕೃಷ್ಣಮೂರ್ತಿ, ಜನತಾ ಯುವಕರ ವೇದಿಕೆಯ ಪದಾಧಿಕಾರಿಗಳು ಭಾಗವಹಿಸಿದ್ದರು. [196, 266, 352, 438]
divider [28, 1094, 917, 1095]
story5-col3: ವಿದೇಶಾಂಗದ ಪತ್ರಿಕ ಸಹಕಾರ ಸಂಘದ ಅಧ್ಯಕ್ಷರು ಪತ್ರಿಕಾಗೋಷ್ಠಿಯಲ್ಲಿ ಮಾತನಾಡಿ, ಕೆ.ಎನ್.ರಾಜಣ್ಣನವರು ಸಹಕಾರ ಕ್ಷೇತ್ರಕ್ಕೆ ವಿಶೇಷ ಕೊಡುಗೆ ನೀಡಿದ್ದಾರೆ. ರೈತರಿಗೆ ಸಾಲ ಸೌಲಭ್ಯ ಒದಗಿಸುವ ಸಂದರ್ಭದಲ್ಲಿ ಸಮಾಜದ ಎಲ್ಲ ವರ್ಗಗಳಿಗೆ ಸಮಾನ ಅವಕಾಶ ನೀಡಿದ್ದಾರೆ ಎಂದರು. ಅಮೃತ ಮಹೋತ್ಸವ ಕಾರ್ಯಕ್ರಮದಲ್ಲಿ ಎಲ್ಲ ಜಾತಿ ಸಮುದಾಯಗಳ ಮುಖಂಡರು, ಸ್ವಾಮೀಜಿಗಳು ಭಾಗವಹಿಸಲಿದ್ದಾರೆ. ಕೆ.ಎನ್.ಆರ್ ಅಭಿಮಾನಿಗಳು, ಕಾರ್ಯಕರ್ತರು ಹೆಚ್ಚಿನ ಸಂಖ್ಯೆಯಲ್ಲಿ ಆಗಮಿಸಬೇಕು ಎಂದು ಮನವಿ ಮಾಡಿದರು. ಇದು ವಿಶೇಷವಾದ ಅಭಿಮಾನ ಕಾರ್ಯಕ್ರಮವಾಗಿದ್ದು ಜಿಲ್ಲೆಯ ಹಳ್ಳಿ ಹಳ್ಳಿಗಳಿಂದ ಜನರು ಬರಲಿದ್ದಾರೆ. ವೇದಿಕೆ ಸಿದ್ಧತೆ, ಊಟದ ವ್ಯವಸ್ಥೆ, ವಾಹನ ನಿಲುಗಡೆ ಬಗ್ಗೆ ಸಮಿತಿ ರಚಿಸಲಾಗಿದೆ. ಕಾಲಾ ಮಕ್ಕಳಿಗೆ ಈ ಭಾಗ್ಯ ದೊರೆತ ಭಾಗ್ಯ ದೊರೆಯಲಿ ಎಂದರು. [558, 1136, 734, 1258]
